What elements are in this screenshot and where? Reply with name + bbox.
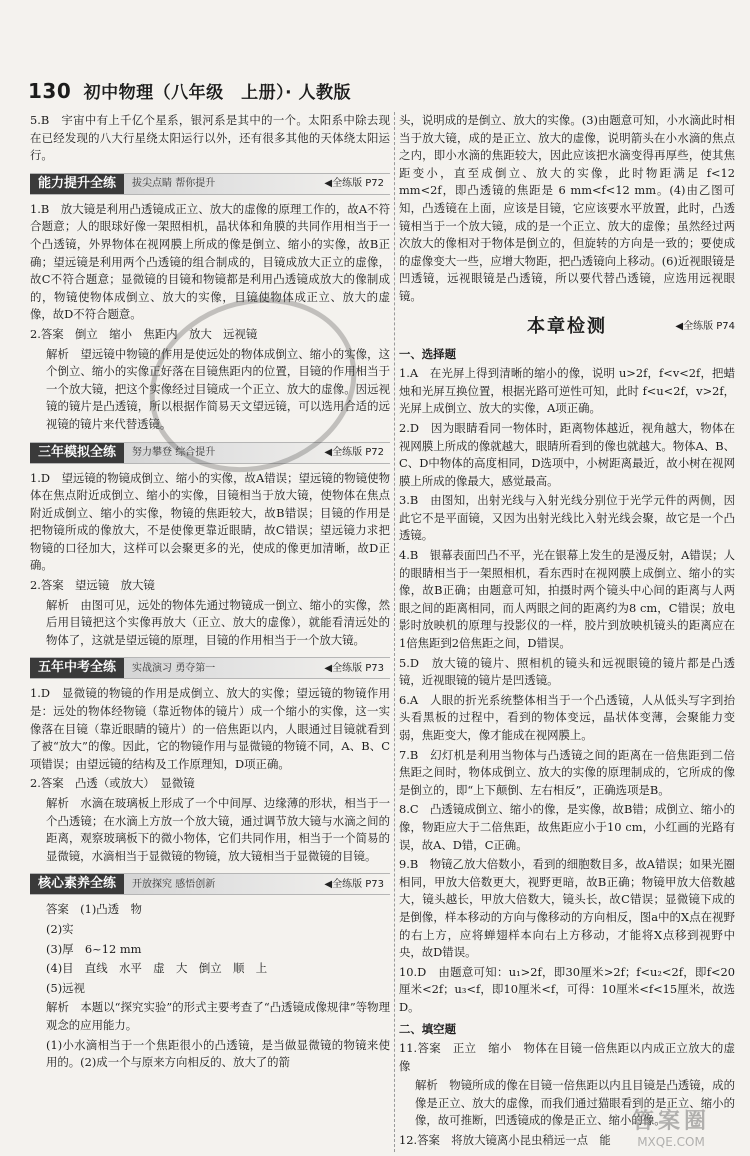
answer-item: 2.答案 倒立 缩小 焦距内 放大 远视镜	[30, 326, 258, 341]
answer-item: 1.B 放大镜是利用凸透镜成正立、放大的虚像的原理工作的，故A不符合题意；人的眼球好像一架照相机，晶状体和角膜的共同作用相当于一个凸透镜，外界物体在视网膜上所成的像是倒立、缩小的实像，故B正确；望远镜是利用两个凸透镜的组合制成的，目镜成放大正立的虚像，故C不符合题意；显微镜的目镜和物镜都是利用凸透镜成放大的像制成的，物镜使物体成倒立、放大的实像，目镜使物体成正立、放大的虚像，故D不符合题意。	[30, 201, 390, 322]
section-subtitle: 拔尖点睛 帮你提升	[132, 177, 216, 189]
watermark-url: MXQE.COM	[637, 1135, 705, 1149]
section-heading: 二、填空题	[399, 1021, 456, 1036]
answer-item: 12.答案 将放大镜离小昆虫稍远一点 能	[399, 1133, 611, 1148]
right-column	[399, 112, 735, 1152]
answer-item: 10.D 由题意可知：u₁>2f，即30厘米>2f；f<u₂<2f，即f<20厘米<2f；u₃<f，即10厘米<f，可得：10厘米<f<15厘米，故选D。	[399, 964, 735, 1014]
page-number: 130	[28, 79, 72, 103]
section-subtitle: 开放探究 感悟创新	[132, 878, 216, 890]
answer-line: (5)远视	[46, 980, 85, 995]
watermark-text: 答案圈	[631, 1109, 710, 1134]
section-ref: ◀全练版 P72	[324, 446, 384, 458]
explanation-continued: 头，说明成的是倒立、放大的实像。(3)由题意可知，小水滴此时相当于放大镜，成的是正立、放大的虚像，说明箭头在小水滴的焦点之内，即小水滴的焦距较大，因此应该把水滴变得再厚些，使其焦距变小，直至成倒立、放大的实像，此时物距满足 f<12 mm<2f，即凸透镜的焦距是 6 mm<f<12 mm。(4)由乙图可知，凸透镜在上面，应该是目镜，它应该要水平放置，此时，凸透镜相当于一个放大镜，成的是一个正立、放大的虚像；虽然经过两次放大的像相对于物体是倒立的，但旋转的方向是一致的；要使成的虚像变大一些，应增大物距，把凸透镜向上移动。(6)近视眼镜是凹透镜，远视眼镜是凸透镜，所以要代替凸透镜，应选用远视眼镜。	[399, 113, 735, 303]
answer-line: (4)目 直线 水平 虚 大 倒立 顺 上	[46, 961, 268, 976]
section-ref: ◀全练版 P73	[324, 662, 384, 674]
page-header	[28, 78, 351, 103]
answer-item: 1.D 望远镜的物镜成倒立、缩小的实像，故A错误；望远镜的物镜使物体在焦点附近成倒立、缩小的实像，目镜相当于放大镜，使物体在焦点附近成倒立、缩小的实像，物镜的焦距较大，故B错误；目镜的作用是把物镜所成的像放大，不是使像更靠近眼睛，故C错误；望远镜力求把物镜的口径加大，这样可以会聚更多的光，使成的像更加清晰，故D正确。	[30, 470, 390, 573]
answer-item: 4.B 银幕表面凹凸不平，光在银幕上发生的是漫反射，A错误；人的眼睛相当于一架照相机，看东西时在视网膜上成倒立、缩小的实像，故B正确；由题意可知，拍摄时两个镜头中心间的距离与人两眼之间的距离相同，而人两眼之间的距离约为8 cm，C错误；放电影时放映机的原理与投影仪的一样，胶片到放映机镜头的距离应在1倍焦距到2倍焦距之间，D错误。	[399, 548, 735, 651]
section-ref: ◀全练版 P73	[324, 878, 384, 890]
answer-item: 2.D 因为眼睛看同一物体时，距离物体越近，视角越大，物体在视网膜上所成的像就越大，眼睛所看到的像也就越大。物体A、B、C、D中物体的高度相同，D选项中，小树距离最近，故小树在视网膜上所成的像最大，感觉最高。	[399, 420, 735, 488]
section-title: 五年中考全练	[30, 658, 124, 678]
answer-item: 8.C 凸透镜成倒立、缩小的像，是实像，故B错；成倒立、缩小的像，物距应大于二倍焦距，故焦距应小于10 cm，小红画的光路有误，故A、D错，C正确。	[399, 802, 735, 852]
answer-item: 5.D 放大镜的镜片、照相机的镜头和远视眼镜的镜片都是凸透镜，近视眼镜的镜片是凹透镜。	[399, 655, 735, 688]
explanation: 解析 本题以“探究实验”的形式主要考查了“凸透镜成像规律”等物理观念的应用能力。	[46, 1000, 390, 1032]
watermark-logo	[606, 1104, 736, 1148]
section-title: 核心素养全练	[30, 874, 124, 894]
section-bar-five-year	[30, 657, 390, 679]
explanation: 解析 由图可见，远处的物体先通过物镜成一倒立、缩小的实像，然后用目镜把这个实像再放大（正立、放大的虚像），就能看清远处的物体了，这就是望远镜的原理，目镜的作用相当于一个放大镜。	[46, 597, 390, 647]
answer-item: 6.A 人眼的折光系统整体相当于一个凸透镜，人从低头写字到抬头看黑板的过程中，看到的物体变远，晶状体变薄，会聚能力变弱，焦距变大，像才能成在视网膜上。	[399, 692, 735, 742]
answer-item: 11.答案 正立 缩小 物体在目镜一倍焦距以内成正立放大的虚像	[399, 1041, 735, 1073]
chapter-heading	[399, 314, 735, 340]
section-ref: ◀全练版 P72	[324, 177, 384, 189]
answer-item: 9.B 物镜乙放大倍数小，看到的细胞数目多，故A错误；如果光圈相同，甲放大倍数更大，视野更暗，故B正确；物镜甲放大倍数越大，镜头越长，甲放大倍数大，镜头长，故C错误；显微镜下成的是倒像，样本移动的方向与像移动的方向相反，图a中的X点在视野的右上方，应将蝉翅样本向右上方移动，才能将X点移到视野中央，故D错误。	[399, 857, 735, 960]
chapter-ref: ◀全练版 P74	[675, 320, 735, 332]
answer-item: 2.答案 望远镜 放大镜	[30, 578, 155, 593]
intro-answer: 5.B 宇宙中有上千亿个星系，银河系是其中的一个。太阳系中除去现在已经发现的八大行星绕太阳运行以外，还有很多其他的天体绕太阳运行。	[30, 113, 390, 163]
explanation: 解析 水滴在玻璃板上形成了一个中间厚、边缘薄的形状，相当于一个凸透镜；在水滴上方放一个放大镜，通过调节放大镜与水滴之间的距离，观察玻璃板下的微小物体，它们共同作用，相当于一个简易的显微镜，水滴相当于显微镜的物镜，放大镜相当于显微镜的目镜。	[46, 796, 390, 863]
answer-item: 2.答案 凸透（或放大） 显微镜	[30, 776, 195, 791]
section-title: 能力提升全练	[30, 174, 124, 194]
answer-line: (3)厚 6~12 mm	[46, 941, 142, 956]
column-divider	[394, 112, 395, 1152]
answer-line: (2)实	[46, 921, 74, 936]
section-heading: 一、选择题	[399, 346, 456, 361]
answer-item: 7.B 幻灯机是利用当物体与凸透镜之间的距离在一倍焦距到二倍焦距之间时，物体成倒立、放大的实像的原理制成的，它所成的像是倒立的，即“上下颠倒、左右相反”，正确选项是B。	[399, 747, 735, 797]
answer-item: 答案 (1)凸透 物	[46, 902, 142, 917]
answer-item: 1.D 显微镜的物镜的作用是成倒立、放大的实像；望远镜的物镜作用是：远处的物体经物镜（靠近物体的镜片）成一个缩小的实像，这一实像落在目镜（靠近眼睛的镜片）的一倍焦距以内，人眼通过目镜就看到了被“放大”的像。因此，它的物镜作用与显微镜的物镜不同，A、B、C项错误；由望远镜的结构及工作原理知，D项正确。	[30, 686, 390, 771]
section-subtitle: 实战演习 勇夺第一	[132, 662, 216, 674]
book-title: 初中物理（八年级 上册）· 人教版	[83, 83, 352, 103]
explanation: 解析 物镜所成的像在目镜一倍焦距以内且目镜是凸透镜，成的像是正立、放大的虚像，而我们通过猫眼看到的是正立、缩小的像，故可推断，凹透镜成的像是正立、缩小的像。	[415, 1078, 735, 1128]
explanation: 解析 望远镜中物镜的作用是使远处的物体成倒立、缩小的实像，这个倒立、缩小的实像正好落在目镜焦距内的位置，目镜的作用相当于一个放大镜，把这个实像经过目镜成一个正立、放大的虚像。因远视镜的镜片是凸透镜，所以根据作简易天文望远镜，可以选用合适的远视镜的镜片来代替透镜。	[46, 346, 390, 431]
section-bar-ability	[30, 173, 390, 195]
chapter-title: 本章检测	[527, 315, 607, 337]
answer-item: 1.A 在光屏上得到清晰的缩小的像，说明 u>2f，f<v<2f，把蜡烛和光屏互换位置，根据光路可逆性可知，此时 f<u<2f，v>2f，光屏上成倒立、放大的实像，A项正确。	[399, 366, 735, 416]
section-bar-core	[30, 873, 390, 895]
left-column	[30, 112, 390, 1074]
section-title: 三年模拟全练	[30, 443, 124, 463]
section-subtitle: 努力攀登 综合提升	[132, 446, 216, 458]
explanation: (1)小水滴相当于一个焦距很小的凸透镜，是当做显微镜的物镜来使用的。(2)成一个与原来方向相反的、放大了的箭	[46, 1037, 390, 1070]
answer-item: 3.B 由图知，出射光线与入射光线分别位于光学元件的两侧，因此它不是平面镜，又因为出射光线比入射光线会聚，故它是一个凸透镜。	[399, 493, 735, 543]
